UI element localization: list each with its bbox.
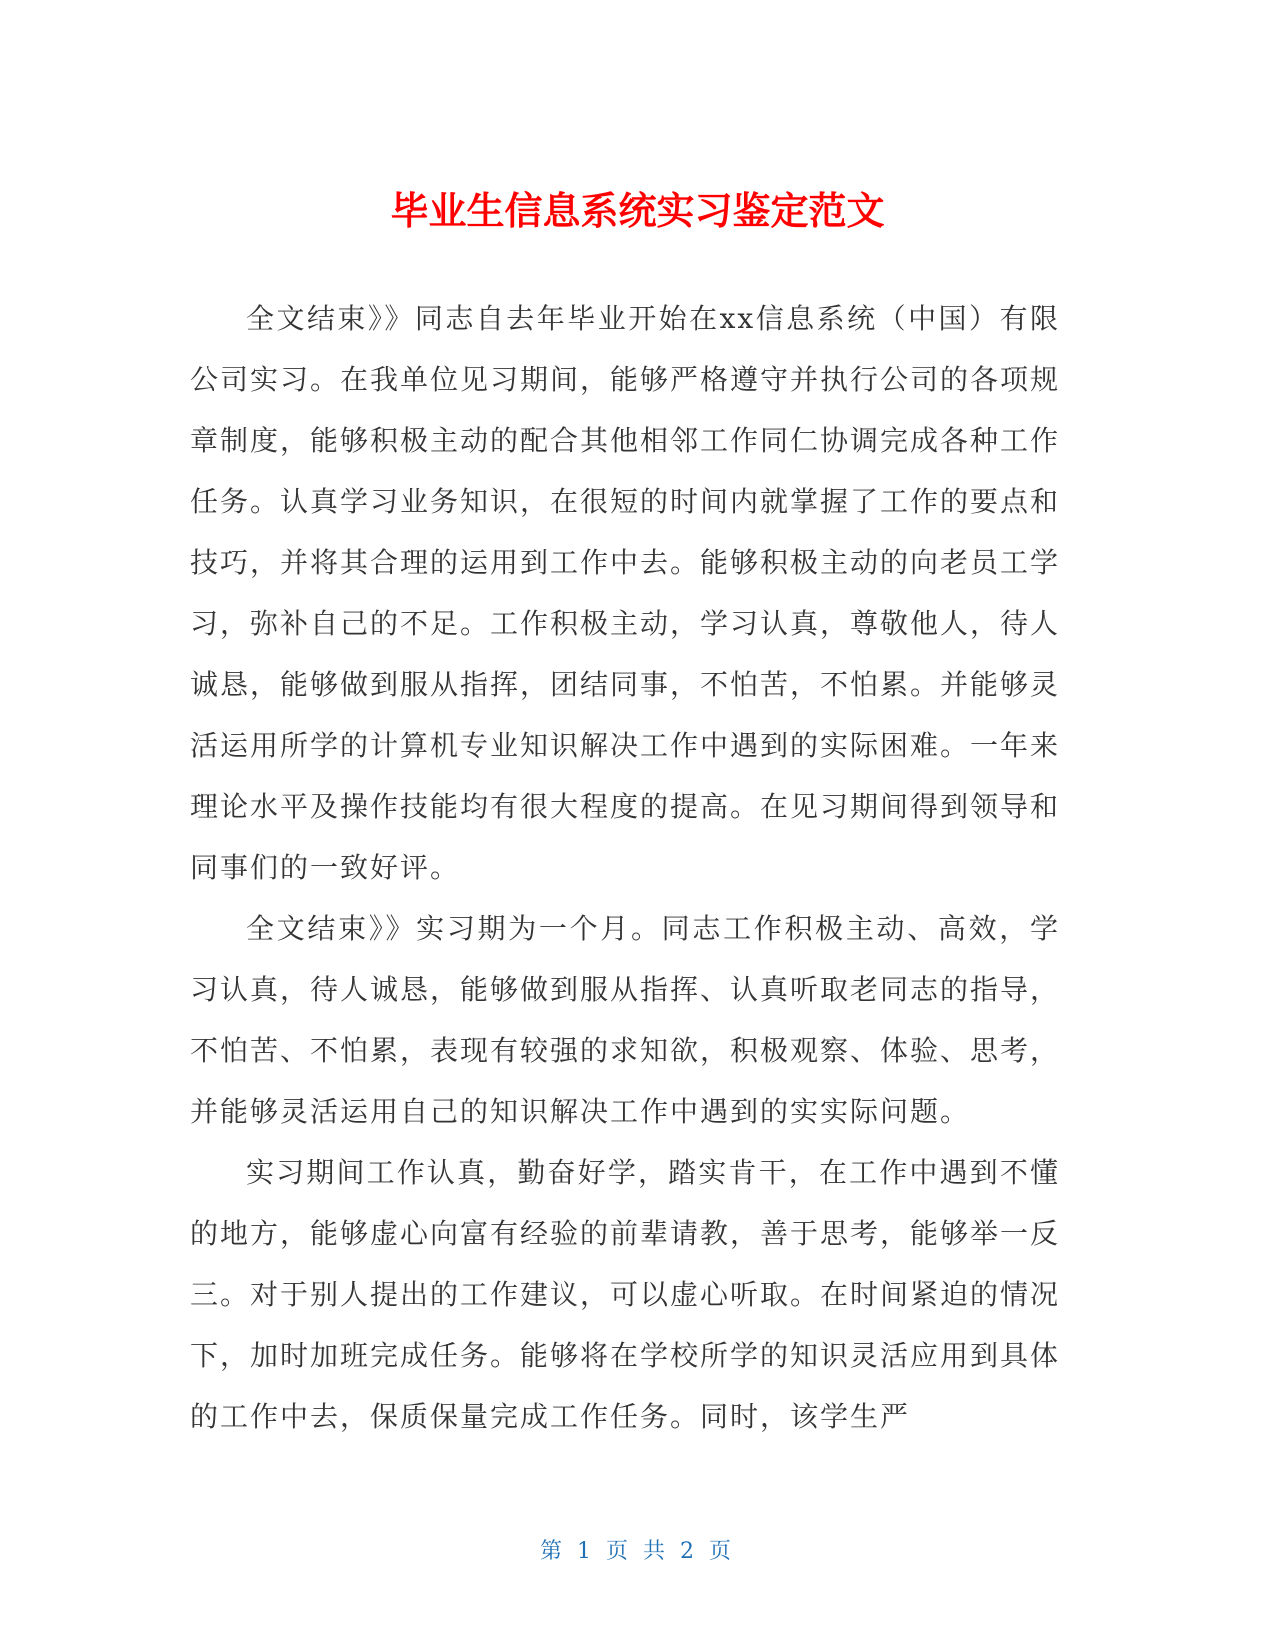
document-title: 毕业生信息系统实习鉴定范文 [390, 189, 885, 234]
paragraph-1: 全文结束》》同志自去年毕业开始在xx信息系统（中国）有限公司实习。在我单位见习期间，能够严格遵守并执行公司的各项规章制度，能够积极主动的配合其他相邻工作同仁协调完成各种工作任务。认真学习业务知识，在很短的时间内就掌握了工作的要点和技巧，并将其合理的运用到工作中去。能够积极主动的向老员工学习，弥补自己的不足。工作积极主动，学习认真，尊敬他人，待人诚恳，能够做到服从指挥，团结同事，不怕苦，不怕累。并能够灵活运用所学的计算机专业知识解决工作中遇到的实际困难。一年来理论水平及操作技能均有很大程度的提高。在见习期间得到领导和同事们的一致好评。 [190, 302, 1061, 884]
document-body [190, 288, 1060, 1447]
page-footer: 第 1 页 共 2 页 [540, 1539, 735, 1564]
paragraph-3: 实习期间工作认真，勤奋好学，踏实肯干，在工作中遇到不懂的地方，能够虚心向富有经验的前辈请教，善于思考，能够举一反三。对于别人提出的工作建议，可以虚心听取。在时间紧迫的情况下，加时加班完成任务。能够将在学校所学的知识灵活应用到具体的工作中去，保质保量完成工作任务。同时，该学生严 [190, 1156, 1061, 1433]
paragraph-2: 全文结束》》实习期为一个月。同志工作积极主动、高效，学习认真，待人诚恳，能够做到服从指挥、认真听取老同志的指导，不怕苦、不怕累，表现有较强的求知欲，积极观察、体验、思考，并能够灵活运用自己的知识解决工作中遇到的实实际问题。 [190, 912, 1061, 1128]
